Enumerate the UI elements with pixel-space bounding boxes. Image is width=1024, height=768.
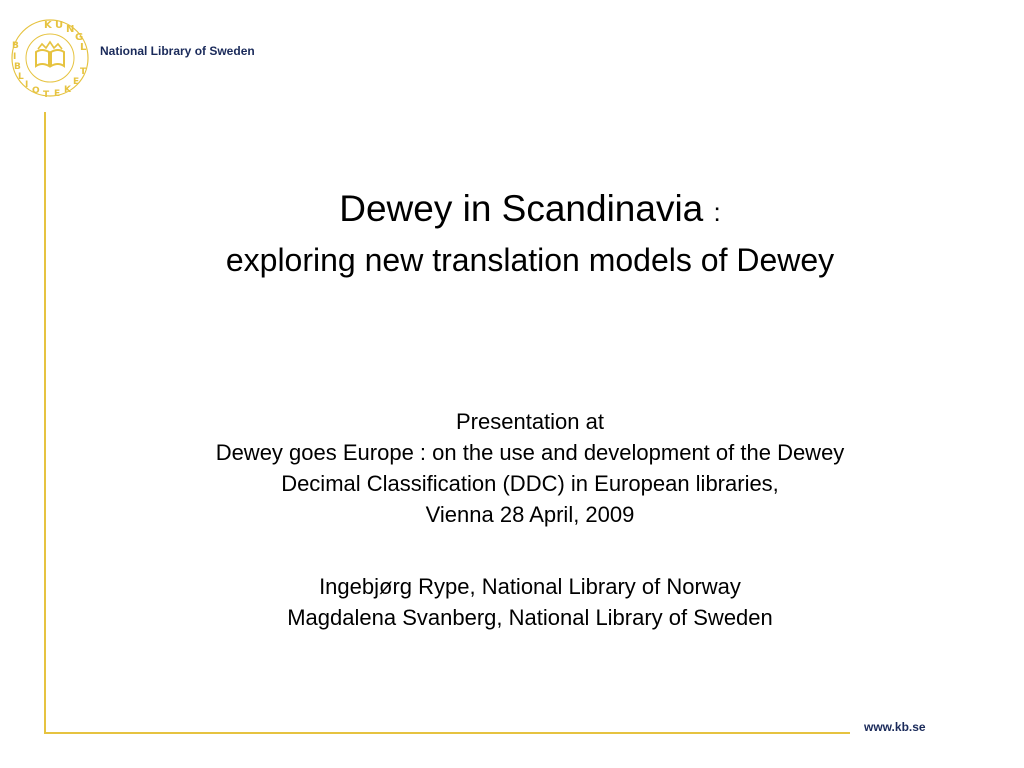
svg-text:T: T [43,90,50,100]
authors-block [40,571,1020,633]
svg-text:B: B [12,41,19,51]
website-link[interactable]: www.kb.se [864,720,926,734]
presentation-line-4: Vienna 28 April, 2009 [425,502,635,527]
title-subtitle: exploring new translation models of Dewey [225,242,835,278]
svg-text:L: L [80,42,87,53]
kb-seal-logo [8,16,92,100]
slide-title [40,186,1020,285]
title-colon: : [713,197,721,227]
title-main-line [40,186,1020,235]
svg-text:B: B [14,62,21,72]
author-1: Ingebjørg Rype, National Library of Norway [319,574,741,599]
svg-text:N: N [66,24,75,35]
svg-text:U: U [55,20,64,31]
horizontal-accent-line [44,732,850,734]
author-2: Magdalena Svanberg, National Library of Sweden [287,605,773,630]
book-crown-icon [8,16,92,100]
presentation-info [40,406,1020,530]
presentation-line-3: Decimal Classification (DDC) in European libraries, [281,471,779,496]
svg-text:K: K [64,85,71,95]
svg-text:E: E [54,89,61,99]
presentation-line-2: Dewey goes Europe : on the use and development of the Dewey [215,440,845,465]
svg-text:I: I [13,52,17,62]
svg-text:E: E [73,77,80,87]
title-main: Dewey in Scandinavia [339,188,704,229]
svg-text:K: K [44,20,52,31]
organization-name: National Library of Sweden [100,44,255,58]
presentation-line-1: Presentation at [456,409,604,434]
svg-text:I: I [25,80,29,90]
svg-text:O: O [32,86,40,96]
svg-text:L: L [18,72,24,82]
svg-text:G: G [75,32,84,43]
svg-text:T: T [80,67,87,77]
